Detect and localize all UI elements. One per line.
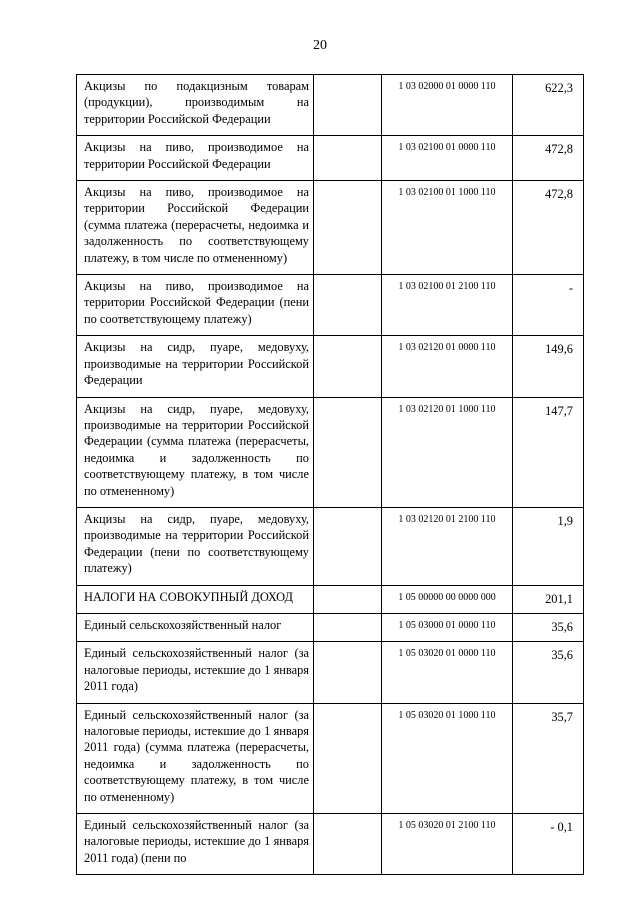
row-code: 1 03 02000 01 0000 110 — [398, 81, 496, 92]
row-amount: 147,7 — [545, 403, 573, 418]
row-name: Акцизы на пиво, производимое на территории Российской Федерации (пени по соответствующему платежу) — [84, 279, 309, 326]
row-amount: 149,6 — [545, 342, 573, 357]
row-name-cell — [77, 336, 314, 397]
table-row — [77, 181, 584, 275]
row-blank-cell — [314, 75, 382, 136]
row-code: 1 05 00000 00 0000 000 — [398, 591, 496, 603]
row-amount-cell — [513, 181, 584, 275]
row-code: 1 03 02100 01 0000 110 — [398, 142, 496, 154]
row-code: 1 05 03020 01 1000 110 — [398, 709, 496, 721]
row-amount: 35,6 — [551, 619, 573, 634]
row-blank-cell — [314, 336, 382, 397]
row-code: 1 05 03000 01 0000 110 — [398, 619, 496, 631]
table-row — [77, 507, 584, 585]
row-name: Акцизы на сидр, пуаре, медовуху, производимые на территории Российской Федерации — [84, 340, 309, 388]
row-name: Акцизы на сидр, пуаре, медовуху, производимые на территории Российской Федерации (сумма платежа (перерасчеты, недоимка и задолженность по соответствующему платежу, в том числе по отмененному) — [84, 401, 309, 498]
row-blank-cell — [314, 814, 382, 875]
row-name-cell — [77, 275, 314, 336]
row-name-cell — [77, 814, 314, 875]
table-row — [77, 397, 584, 507]
row-blank-cell — [314, 703, 382, 813]
row-amount: 35,6 — [551, 648, 573, 663]
row-amount-cell — [513, 613, 584, 641]
row-amount: 35,7 — [551, 709, 573, 724]
table-row — [77, 136, 584, 181]
row-name: Акцизы по подакцизным товарам (продукции), производимым на территории Российской Федерации — [84, 79, 309, 126]
row-blank-cell — [314, 613, 382, 641]
row-code-cell — [382, 181, 513, 275]
row-amount-cell — [513, 75, 584, 136]
table-row — [77, 336, 584, 397]
row-code-cell — [382, 136, 513, 181]
row-name-cell — [77, 703, 314, 813]
row-code: 1 05 03020 01 2100 110 — [398, 820, 496, 832]
table-row — [77, 585, 584, 613]
row-amount: 1,9 — [557, 513, 573, 528]
row-code-cell — [382, 275, 513, 336]
row-name: Единый сельскохозяйственный налог (за налоговые периоды, истекшие до 1 января 2011 года) (пени по — [84, 818, 309, 865]
row-name: НАЛОГИ НА СОВОКУПНЫЙ ДОХОД — [84, 589, 293, 604]
row-amount: 472,8 — [545, 187, 573, 202]
row-name-cell — [77, 507, 314, 585]
row-code-cell — [382, 75, 513, 136]
row-amount-cell — [513, 136, 584, 181]
row-blank-cell — [314, 585, 382, 613]
row-name-cell — [77, 136, 314, 181]
page-number: 20 — [313, 38, 327, 53]
row-name: Акцизы на пиво, производимое на территории Российской Федерации — [84, 140, 309, 171]
row-amount: 622,3 — [545, 81, 573, 95]
row-amount: - — [568, 281, 573, 296]
row-name: Единый сельскохозяйственный налог (за налоговые периоды, истекшие до 1 января 2011 года) (сумма платежа (перерасчеты, недоимка и задолженность по соответствующему платежу, в том числе по отмененному) — [84, 707, 309, 804]
row-amount: 472,8 — [545, 142, 573, 157]
row-code: 1 05 03020 01 0000 110 — [398, 648, 496, 660]
table-row — [77, 275, 584, 336]
row-name: Единый сельскохозяйственный налог (за налоговые периоды, истекшие до 1 января 2011 года) — [84, 646, 309, 694]
table-row — [77, 703, 584, 813]
row-code: 1 03 02100 01 1000 110 — [398, 187, 496, 199]
row-name: Единый сельскохозяйственный налог — [84, 617, 282, 632]
table-row — [77, 75, 584, 136]
row-blank-cell — [314, 275, 382, 336]
row-code: 1 03 02120 01 0000 110 — [398, 342, 496, 354]
revenue-table — [76, 74, 584, 875]
row-name: Акцизы на пиво, производимое на территории Российской Федерации (сумма платежа (перерасчеты, недоимка и задолженность по соответствующему платежу, в том числе по отмененному) — [84, 185, 309, 265]
row-name-cell — [77, 75, 314, 136]
row-name-cell — [77, 642, 314, 703]
table-row — [77, 814, 584, 875]
revenue-table-body — [77, 75, 584, 875]
row-name-cell — [77, 181, 314, 275]
row-amount-cell — [513, 814, 584, 875]
row-name-cell — [77, 613, 314, 641]
row-amount: - 0,1 — [550, 820, 573, 835]
row-amount-cell — [513, 336, 584, 397]
row-code-cell — [382, 507, 513, 585]
row-blank-cell — [314, 181, 382, 275]
row-code-cell — [382, 397, 513, 507]
row-amount-cell — [513, 275, 584, 336]
row-blank-cell — [314, 397, 382, 507]
row-blank-cell — [314, 642, 382, 703]
row-code-cell — [382, 585, 513, 613]
row-amount: 201,1 — [545, 591, 573, 606]
row-blank-cell — [314, 136, 382, 181]
row-code: 1 03 02120 01 2100 110 — [398, 513, 496, 525]
row-code: 1 03 02120 01 1000 110 — [398, 403, 496, 415]
row-amount-cell — [513, 507, 584, 585]
row-code-cell — [382, 336, 513, 397]
row-amount-cell — [513, 642, 584, 703]
row-code-cell — [382, 613, 513, 641]
row-amount-cell — [513, 397, 584, 507]
row-amount-cell — [513, 585, 584, 613]
row-blank-cell — [314, 507, 382, 585]
row-code-cell — [382, 642, 513, 703]
table-row — [77, 642, 584, 703]
table-row — [77, 613, 584, 641]
row-code-cell — [382, 814, 513, 875]
row-name: Акцизы на сидр, пуаре, медовуху, производимые на территории Российской Федерации (пени по соответствующему платежу) — [84, 511, 309, 576]
row-name-cell — [77, 397, 314, 507]
row-code: 1 03 02100 01 2100 110 — [398, 281, 496, 293]
row-name-cell — [77, 585, 314, 613]
row-amount-cell — [513, 703, 584, 813]
row-code-cell — [382, 703, 513, 813]
